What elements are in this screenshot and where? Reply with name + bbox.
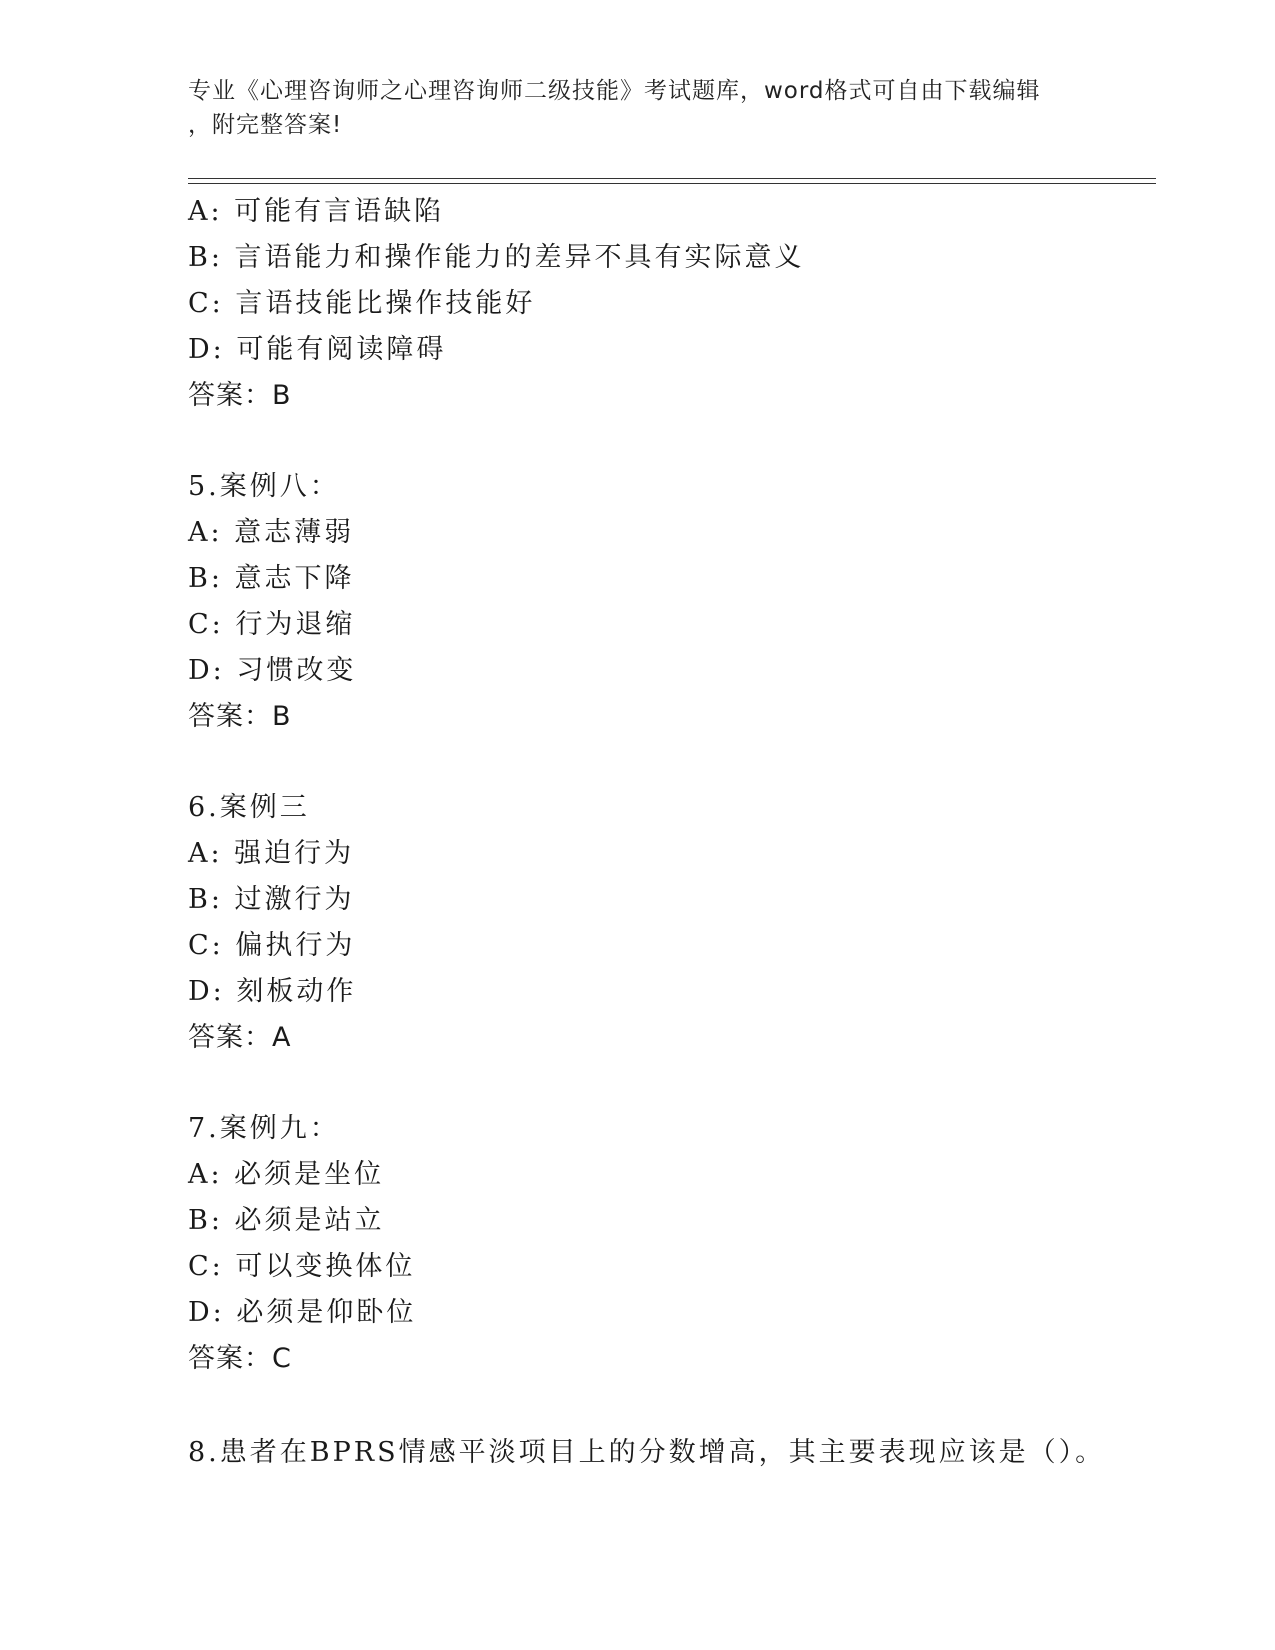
question-7	[188, 1106, 1156, 1382]
question-stem: 8.患者在BPRS情感平淡项目上的分数增高，其主要表现应该是（）。	[188, 1437, 1106, 1468]
answer-line: 答案：B	[188, 701, 292, 732]
document-header	[188, 74, 1068, 142]
option-b: B: 必须是站立	[188, 1205, 385, 1236]
header-title-line: 专业《心理咨询师之心理咨询师二级技能》考试题库，word格式可自由下载编辑	[188, 78, 1041, 104]
option-d: D: 必须是仰卧位	[188, 1297, 417, 1328]
option-b: B: 过激行为	[188, 884, 355, 915]
answer-line: 答案：C	[188, 1343, 292, 1374]
header-subtitle-line: ，附完整答案!	[188, 112, 343, 138]
option-a: A: 强迫行为	[188, 838, 355, 869]
question-5	[188, 464, 1156, 740]
spacer	[188, 1061, 1156, 1106]
spacer	[188, 419, 1156, 464]
question-list	[188, 189, 1156, 1476]
option-b: B: 意志下降	[188, 563, 355, 594]
option-a: A: 意志薄弱	[188, 517, 355, 548]
header-double-rule	[188, 178, 1156, 184]
answer-line: 答案：A	[188, 1022, 292, 1053]
spacer	[188, 740, 1156, 785]
option-c: C: 言语技能比操作技能好	[188, 288, 536, 319]
question-stem: 5.案例八：	[188, 471, 340, 502]
question-8	[188, 1430, 1156, 1476]
option-c: C: 可以变换体位	[188, 1251, 416, 1282]
option-d: D: 习惯改变	[188, 655, 357, 686]
option-a: A: 可能有言语缺陷	[188, 196, 445, 227]
option-b: B: 言语能力和操作能力的差异不具有实际意义	[188, 242, 805, 273]
option-a: A: 必须是坐位	[188, 1159, 385, 1190]
option-c: C: 偏执行为	[188, 930, 356, 961]
option-d: D: 刻板动作	[188, 976, 357, 1007]
question-stem: 6.案例三	[188, 792, 310, 823]
question-6	[188, 785, 1156, 1061]
answer-line: 答案：B	[188, 380, 292, 411]
option-c: C: 行为退缩	[188, 609, 356, 640]
question-stem: 7.案例九：	[188, 1113, 340, 1144]
spacer	[188, 1382, 1156, 1430]
question-4	[188, 189, 1156, 419]
option-d: D: 可能有阅读障碍	[188, 334, 447, 365]
